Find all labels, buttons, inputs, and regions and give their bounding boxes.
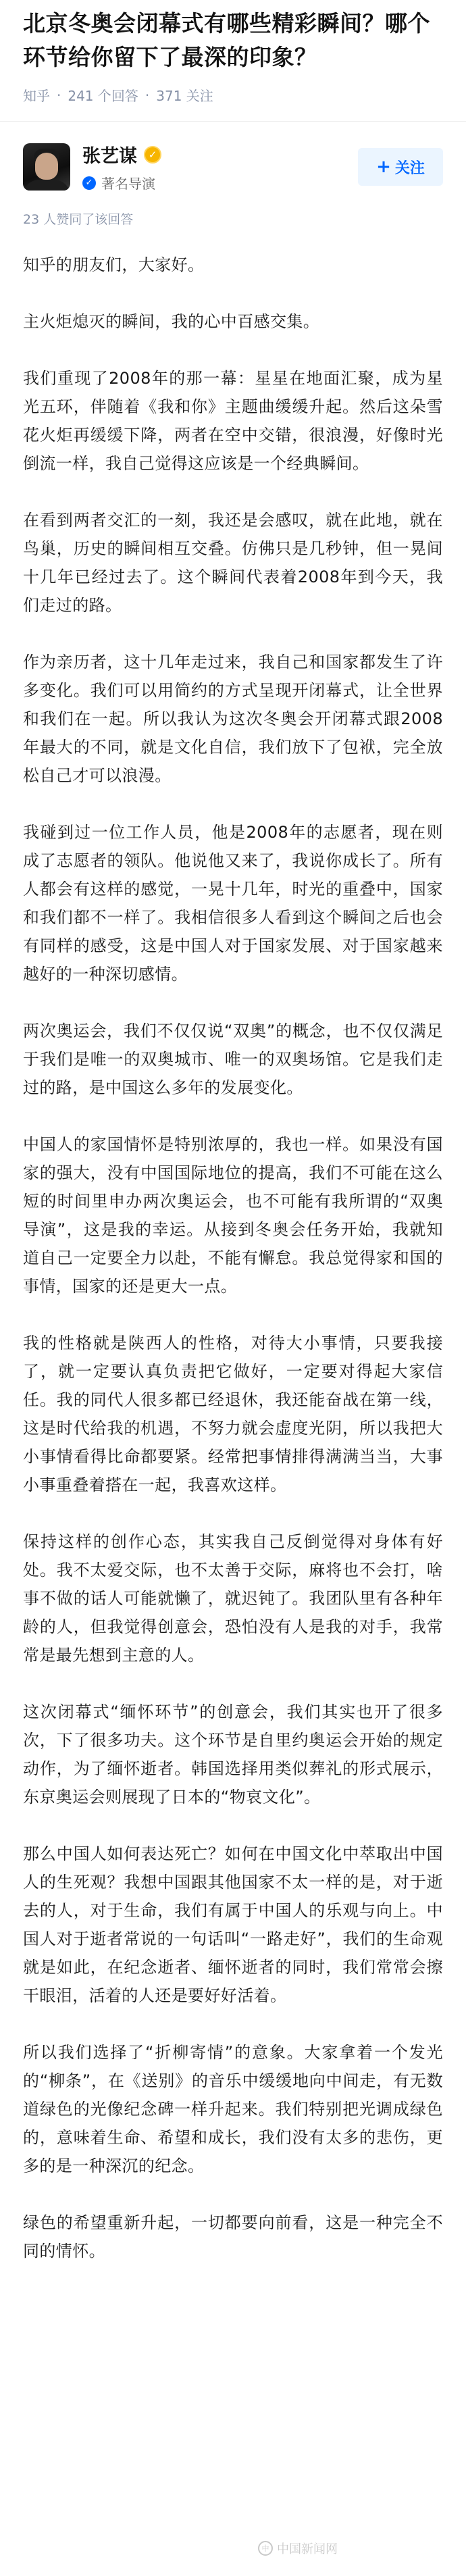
- question-meta: [23, 85, 443, 105]
- answer-paragraph: 所以我们选择了“折柳寄情”的意象。大家拿着一个发光的“柳条”，在《送别》的音乐中缓缓地向中间走，有无数道绿色的光像纪念碑一样升起来。我们特别把光调成绿色的，意味着生命、希望和成长，我们没有太多的悲伤，更多的是一种深沉的纪念。: [23, 2043, 443, 2175]
- answer-body: [23, 251, 443, 2265]
- answer-paragraph: 作为亲历者，这十几年走过来，我自己和国家都发生了许多变化。我们可以用简约的方式呈现开闭幕式，让全世界和我们在一起。所以我认为这次冬奥会开闭幕式跟2008年最大的不同，就是文化自信，我们放下了包袱，完全放松自己才可以浪漫。: [23, 653, 443, 785]
- follow-button-label: 关注: [394, 159, 425, 177]
- source-label: 知乎: [23, 88, 50, 104]
- avatar[interactable]: [23, 143, 70, 191]
- answers-count[interactable]: 241 个回答: [68, 88, 138, 104]
- author-name-row: [82, 141, 358, 168]
- watermark: [258, 2540, 338, 2557]
- answer-paragraph: 那么中国人如何表达死亡？如何在中国文化中萃取出中国人的生死观？我想中国跟其他国家不太一样的是，对于逝去的人，对于生命，我们有属于中国人的乐观与向上。中国人对于逝者常说的一句话叫“一路走好”，我们的生命观就是如此，在纪念逝者、缅怀逝者的同时，我们常常会擦干眼泪，活着的人还是要好好活着。: [23, 1844, 443, 2005]
- divider: [0, 121, 466, 122]
- author-tagline-row: [82, 173, 358, 193]
- answer-paragraph: 在看到两者交汇的一刻，我还是会感叹，就在此地，就在鸟巢，历史的瞬间相互交叠。仿佛只是几秒钟，但一晃间十几年已经过去了。这个瞬间代表着2008年到今天，我们走过的路。: [23, 511, 443, 615]
- follow-button[interactable]: [358, 148, 443, 186]
- followers-count[interactable]: 371 关注: [156, 88, 213, 104]
- answer-paragraph: 我的性格就是陕西人的性格，对待大小事情，只要我接了，就一定要认真负责把它做好，一定要对得起大家信任。我的同代人很多都已经退休，我还能奋战在第一线，这是时代给我的机遇，不努力就会虚度光阴，所以我把大小事情看得比命都要紧。经常把事情排得满满当当，大事小事重叠着搭在一起，我喜欢这样。: [23, 1334, 443, 1494]
- answer-paragraph: 绿色的希望重新升起，一切都要向前看，这是一种完全不同的情怀。: [23, 2213, 443, 2261]
- vote-summary: 23 人赞同了该回答: [23, 212, 134, 227]
- meta-separator: ·: [57, 86, 61, 103]
- watermark-text: 中国新闻网: [277, 2542, 338, 2556]
- answer-paragraph: 知乎的朋友们，大家好。: [23, 255, 205, 274]
- answer-paragraph: 保持这样的创作心态，其实我自己反倒觉得对身体有好处。我不太爱交际，也不太善于交际，麻将也不会打，啥事不做的话人可能就懒了，就迟钝了。我团队里有各种年龄的人，但我觉得创意会，恐怕没有人是我的对手，我常常是最先想到主意的人。: [23, 1532, 443, 1665]
- answer-paragraph: 主火炬熄灭的瞬间，我的心中百感交集。: [23, 312, 320, 331]
- answer-paragraph: 中国人的家国情怀是特别浓厚的，我也一样。如果没有国家的强大，没有中国国际地位的提高，我们不可能在这么短的时间里申办两次奥运会，也不可能有我所谓的“双奥导演”，这是我的幸运。从接到冬奥会任务开始，我就知道自己一定要全力以赴，不能有懈怠。我总觉得家和国的事情，国家的还是更大一点。: [23, 1135, 443, 1296]
- answer-paragraph: 这次闭幕式“缅怀环节”的创意会，我们其实也开了很多次，下了很多功夫。这个环节是自里约奥运会开始的规定动作，为了缅怀逝者。韩国选择用类似葬礼的形式展示，东京奥运会则展现了日本的“物哀文化”。: [23, 1702, 443, 1807]
- author-card: [23, 139, 443, 195]
- meta-separator: ·: [145, 86, 150, 103]
- news-logo-icon: 中: [258, 2541, 273, 2556]
- certified-badge-icon: ✓: [82, 176, 96, 190]
- author-info: [82, 141, 358, 193]
- plus-icon: +: [376, 157, 391, 177]
- answer-paragraph: 我们重现了2008年的那一幕：星星在地面汇聚，成为星光五环，伴随着《我和你》主题曲缓缓升起。然后这朵雪花火炬再缓缓下降，两者在空中交错，很浪漫，好像时光倒流一样，我自己觉得这应该是一个经典瞬间。: [23, 369, 443, 473]
- author-tagline: 著名导演: [101, 176, 155, 192]
- verified-gold-icon: ✓: [144, 146, 161, 163]
- question-title[interactable]: 北京冬奥会闭幕式有哪些精彩瞬间？哪个环节给你留下了最深的印象？: [23, 10, 430, 70]
- answer-paragraph: 我碰到过一位工作人员，他是2008年的志愿者，现在则成了志愿者的领队。他说他又来了，我说你成长了。所有人都会有这样的感觉，一晃十几年，时光的重叠中，国家和我们都不一样了。我相信很多人看到这个瞬间之后也会有同样的感受，这是中国人对于国家发展、对于国家越来越好的一种深切感情。: [23, 823, 443, 984]
- author-name[interactable]: 张艺谋: [82, 146, 137, 167]
- answer-paragraph: 两次奥运会，我们不仅仅说“双奥”的概念，也不仅仅满足于我们是唯一的双奥城市、唯一的双奥场馆。它是我们走过的路，是中国这么多年的发展变化。: [23, 1021, 443, 1097]
